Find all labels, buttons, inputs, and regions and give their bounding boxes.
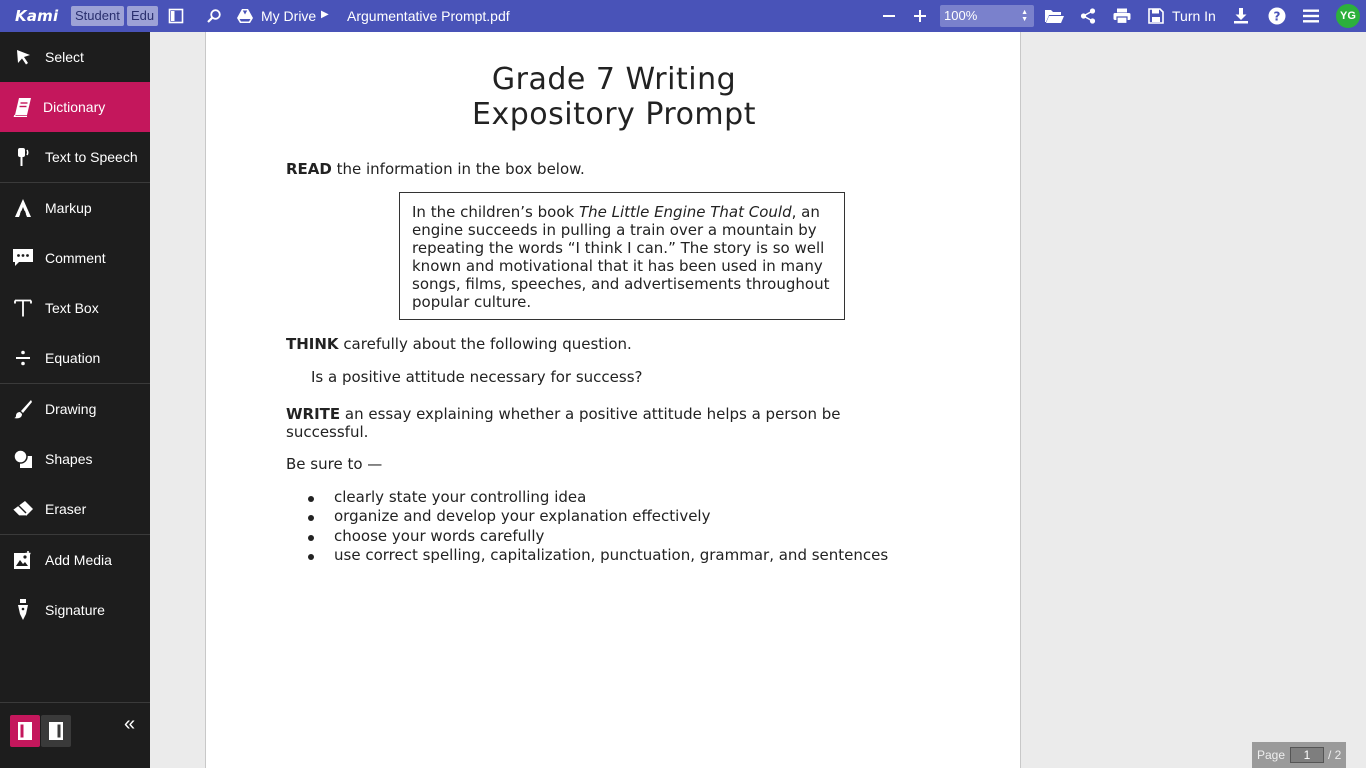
google-drive-icon[interactable] [233,4,257,28]
sidebar-item-label: Add Media [45,552,112,568]
zoom-in-icon[interactable] [908,4,932,28]
kami-logo[interactable]: Kami [15,7,59,25]
cursor-icon [11,45,35,69]
page-total: / 2 [1328,748,1342,762]
sidebar-item-label: Drawing [45,401,97,417]
svg-text:?: ? [1273,9,1281,24]
title-line-2: Expository Prompt [472,97,756,132]
sidebar-item-label: Markup [45,200,92,216]
eraser-icon [11,497,35,521]
divide-icon [11,346,35,370]
sidebar-item-label: Dictionary [43,99,106,115]
sidebar-item-label: Text Box [45,300,99,316]
page-indicator [1252,742,1346,768]
sidebar-item-label: Equation [45,350,101,366]
text-icon [11,296,35,320]
page-number-input[interactable]: 1 [1290,747,1324,763]
write-text: an essay explaining whether a positive attitude helps a person be successful. [286,405,841,441]
box-text-rest: , an engine succeeds in pulling a train over a mountain by repeating the words “I think I can.” The story is so well known and motivational that it has been used in many songs, films, speeches, and advertisements throughout popular culture. [412,203,830,311]
sidebar-item-text-box[interactable] [0,283,150,333]
box-text-start: In the children’s book [412,203,579,221]
requirements-list [306,488,888,565]
print-icon[interactable] [1110,4,1134,28]
pdf-page [205,32,1021,768]
edu-badge: Edu [127,6,158,26]
open-folder-icon[interactable] [1042,4,1066,28]
tool-sidebar [0,32,150,768]
read-label: READ [286,160,332,178]
sidebar-item-shapes[interactable] [0,434,150,484]
sidebar-item-comment[interactable] [0,233,150,283]
sidebar-item-text-to-speech[interactable] [0,132,150,182]
list-item: clearly state your controlling idea [306,488,888,507]
list-item: use correct spelling, capitalization, punctuation, grammar, and sentences [306,546,888,565]
top-toolbar [0,0,1366,32]
turn-in-save-icon[interactable] [1144,4,1168,28]
sidebar-toggle-icon[interactable] [164,4,188,28]
download-icon[interactable] [1229,4,1253,28]
sidebar-item-label: Eraser [45,501,87,517]
write-label: WRITE [286,405,341,423]
comment-icon [11,246,35,270]
image-icon [11,548,35,572]
question: Is a positive attitude necessary for success? [311,368,643,386]
think-text: carefully about the following question. [338,335,632,353]
turn-in-button[interactable]: Turn In [1172,8,1216,24]
sidebar-item-signature[interactable] [0,585,150,635]
help-icon[interactable] [1265,4,1289,28]
think-label: THINK [286,335,339,353]
sidebar-item-drawing[interactable] [0,384,150,434]
layout-right-panel-icon[interactable] [41,715,71,747]
book-title: The Little Engine That Could [578,203,792,221]
zoom-select[interactable] [940,5,1034,27]
sidebar-item-label: Shapes [45,451,93,467]
list-item: choose your words carefully [306,527,888,546]
zoom-out-icon[interactable] [877,4,901,28]
sidebar-item-label: Comment [45,250,106,266]
be-sure-heading: Be sure to — [286,455,383,473]
page-label: Page [1257,748,1286,762]
sidebar-item-eraser[interactable] [0,484,150,534]
book-icon [11,95,35,119]
search-icon[interactable] [202,4,226,28]
breadcrumb-my-drive[interactable]: My Drive [261,8,317,24]
page-title [206,62,1022,132]
sidebar-item-select[interactable] [0,32,150,82]
pen-nib-icon [11,598,35,622]
think-instruction [286,335,632,353]
breadcrumb-arrow-icon: ▶ [321,9,329,20]
sidebar-item-dictionary[interactable] [0,82,150,132]
sidebar-item-add-media[interactable] [0,535,150,585]
share-icon[interactable] [1076,4,1100,28]
sidebar-item-markup[interactable] [0,183,150,233]
list-item: organize and develop your explanation effectively [306,507,888,526]
avatar[interactable]: YG [1336,4,1360,28]
info-box [399,192,845,320]
sidebar-item-label: Signature [45,602,105,618]
read-text: the information in the box below. [331,160,585,178]
write-instruction [286,405,886,441]
layout-left-panel-icon[interactable] [10,715,40,747]
sidebar-footer [0,702,150,768]
markup-icon [11,196,35,220]
zoom-value: 100% [944,8,978,23]
select-arrows-icon: ▲ ▼ [1021,9,1028,23]
sidebar-item-label: Select [45,49,84,65]
shapes-icon [11,447,35,471]
brush-icon [11,397,35,421]
sidebar-item-equation[interactable] [0,333,150,383]
speaker-icon [11,145,35,169]
read-instruction [286,160,585,178]
collapse-sidebar-icon[interactable]: « [124,713,136,735]
student-badge: Student [71,6,124,26]
title-line-1: Grade 7 Writing [491,62,737,97]
file-name[interactable]: Argumentative Prompt.pdf [347,8,510,24]
sidebar-item-label: Text to Speech [45,149,138,165]
menu-icon[interactable] [1299,4,1323,28]
